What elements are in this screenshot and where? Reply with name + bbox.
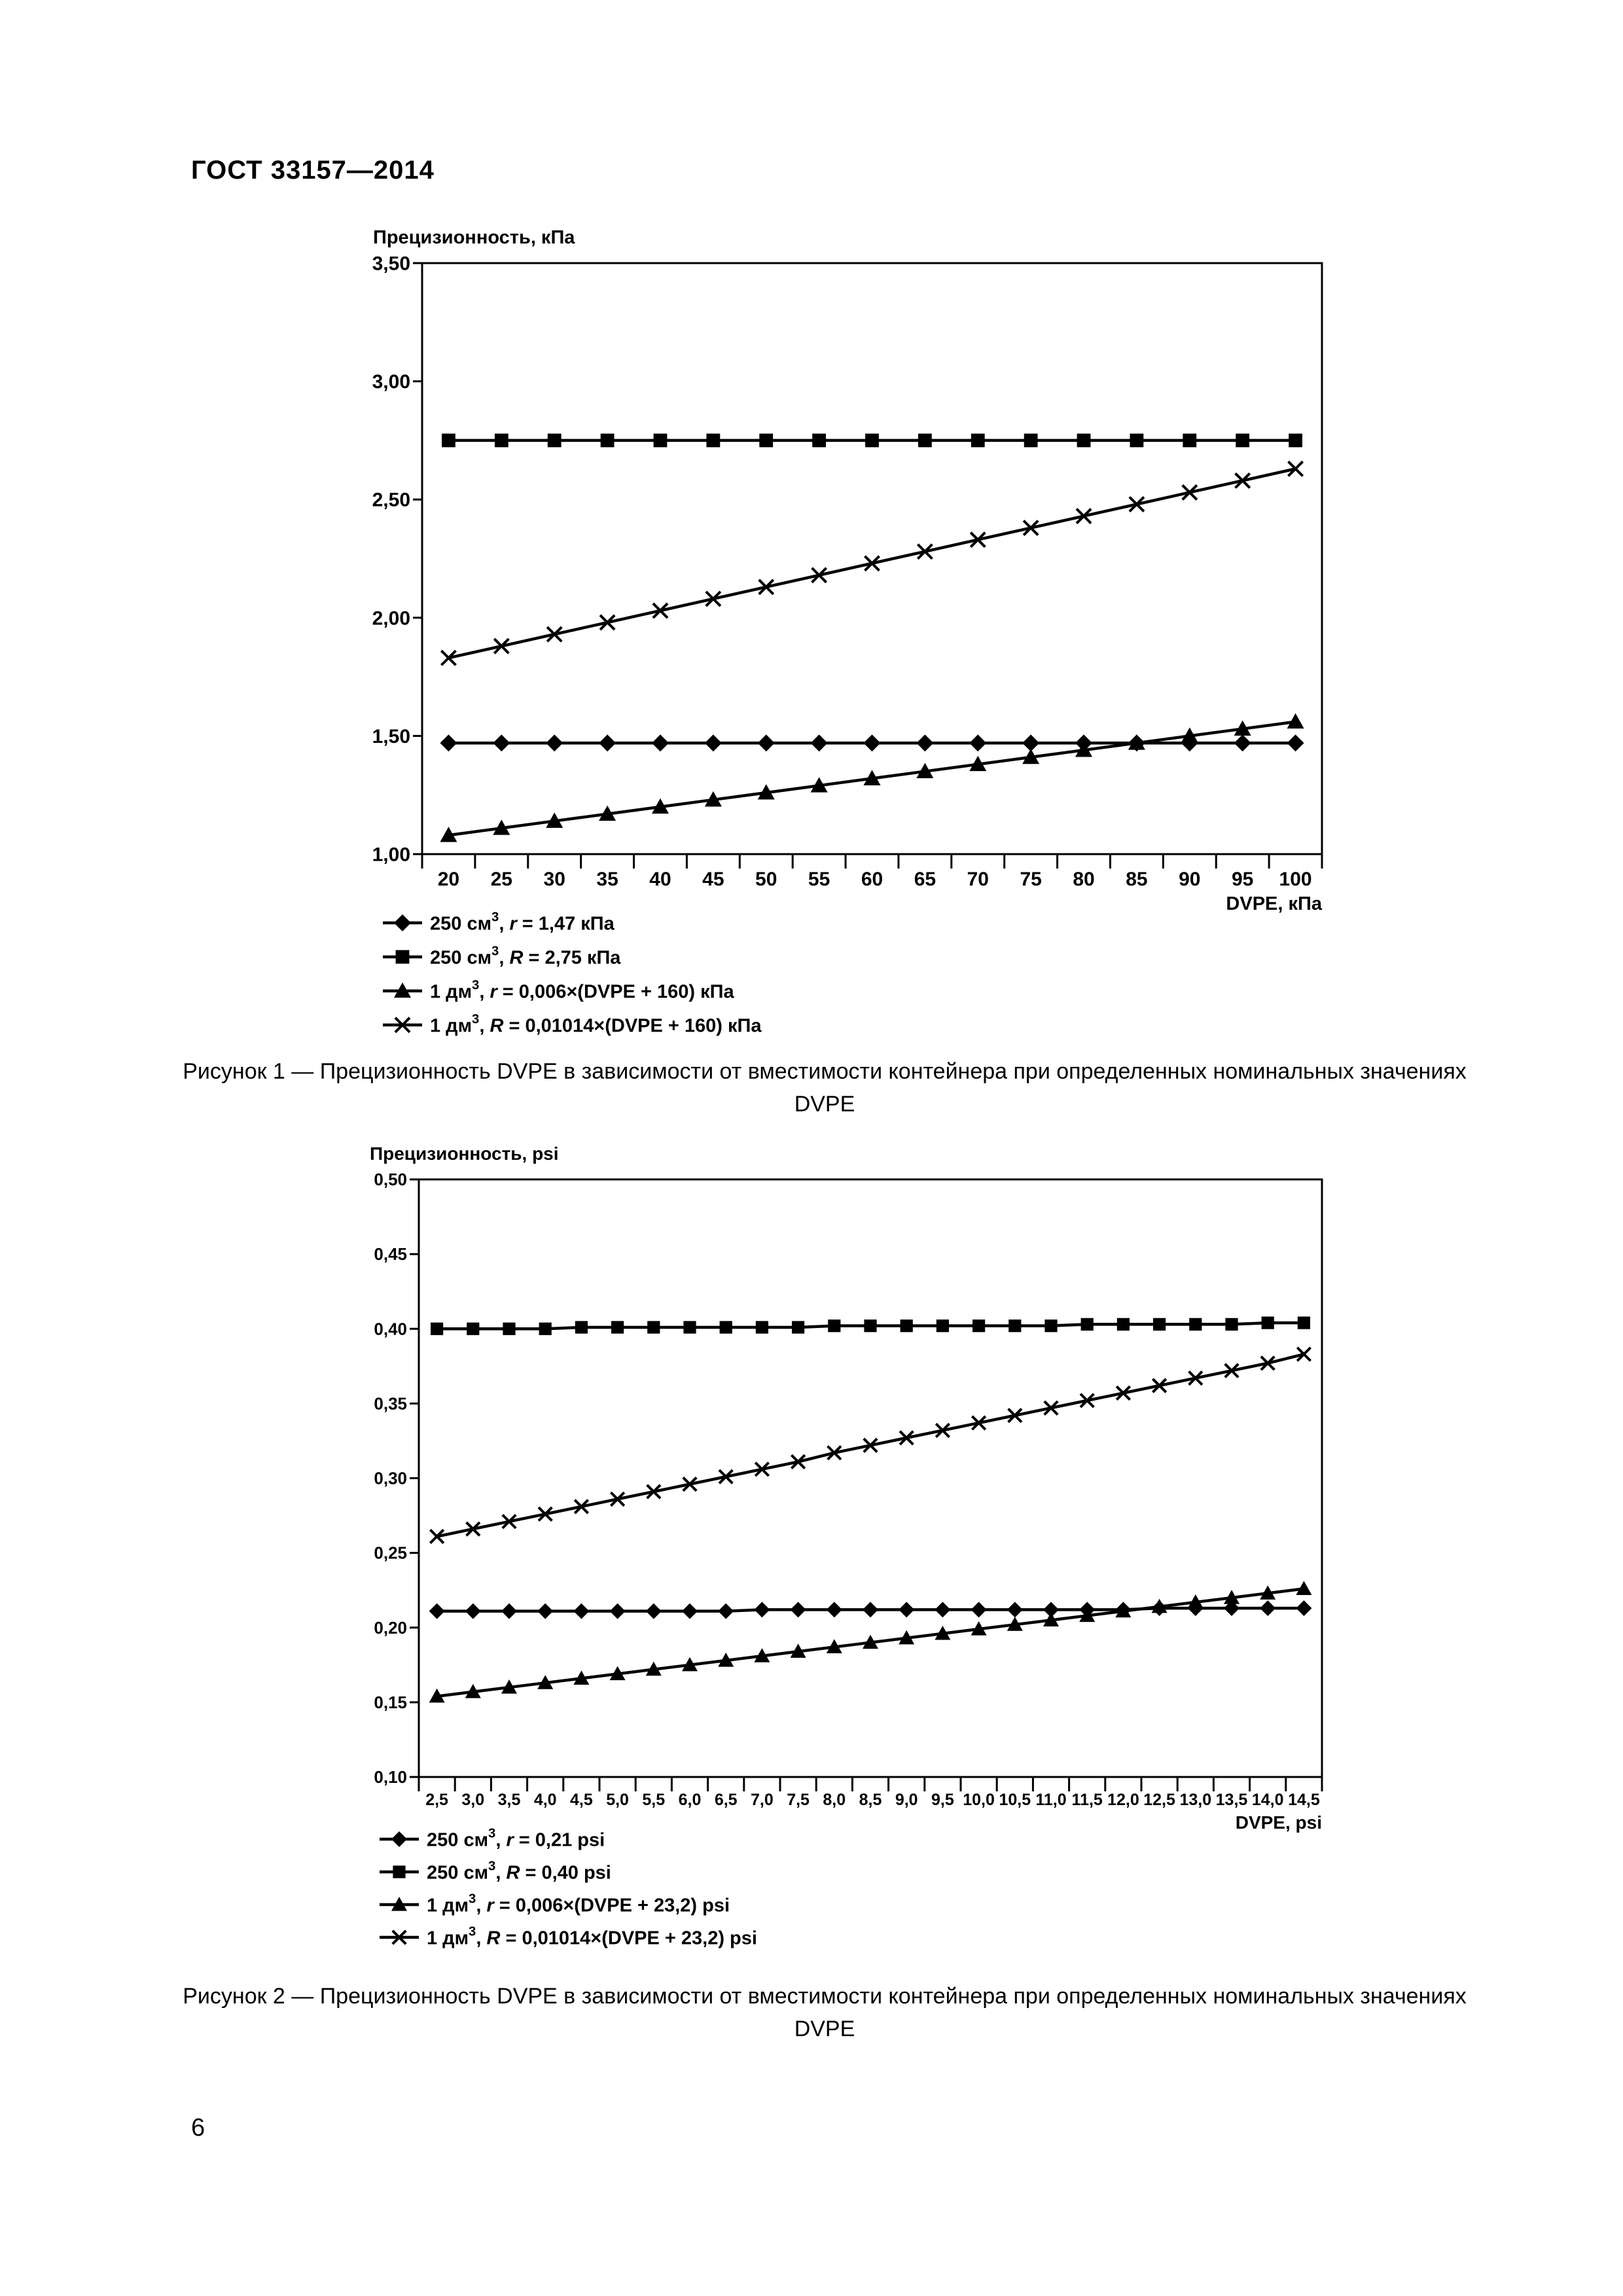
fig1-series-1-point (1234, 734, 1251, 751)
fig1-y-tick-label: 1,50 (372, 725, 410, 747)
fig1-x-tick-label: 80 (1073, 869, 1095, 890)
fig2-x-tick-label: 3,5 (497, 1791, 521, 1809)
fig2-series-2-point (901, 1319, 913, 1332)
fig2-series-2-point (828, 1319, 840, 1332)
fig1-series-2-point (706, 434, 720, 448)
fig1-legend-label-2: 250 $см^3$, R = 2,75 кПа (430, 944, 621, 969)
fig1-y-tick-label: 3,50 (372, 253, 410, 275)
page-number: 6 (191, 2114, 205, 2142)
fig2-series-2-point (936, 1319, 949, 1332)
fig2-series-2-point (1225, 1318, 1238, 1331)
fig2-legend-marker (391, 1831, 407, 1847)
fig1-y-tick-label: 2,00 (372, 607, 410, 630)
fig2-x-tick-label: 13,0 (1179, 1791, 1212, 1809)
fig2-series-2-point (972, 1319, 985, 1332)
fig1-x-tick-label: 95 (1231, 869, 1254, 890)
fig2-x-tick-label: 11,0 (1035, 1791, 1067, 1809)
fig2-series-1-point (610, 1604, 626, 1619)
fig2-x-tick-label: 7,0 (751, 1791, 774, 1809)
fig1-x-tick-label: 30 (543, 869, 565, 890)
fig1-series-2-point (759, 434, 773, 448)
fig1-legend-item-1 (383, 910, 615, 934)
fig2-y-tick-label: 0,30 (374, 1468, 407, 1488)
fig2-series-1-point (899, 1602, 914, 1617)
fig1-series-1-point (652, 734, 669, 751)
fig1-series-2-point (654, 434, 668, 448)
figure-2-caption: Рисунок 2 — Прецизионность DVPE в зависимости от вместимости контейнера при определенных номинальных значениях DVPE (183, 1984, 1467, 2041)
fig1-x-tick-label: 45 (702, 869, 724, 890)
fig1-x-tick-label: 90 (1179, 869, 1201, 890)
fig2-x-tick-label: 11,5 (1071, 1791, 1103, 1809)
fig1-series-2-point (601, 434, 615, 448)
fig2-x-tick-label: 14,0 (1251, 1791, 1284, 1809)
fig1-y-tick-label: 3,00 (372, 371, 410, 393)
figure-1-chart (0, 0, 1623, 1060)
fig2-x-axis-label: DVPE, psi (1235, 1812, 1322, 1833)
fig2-legend-item-4 (380, 1924, 757, 1948)
fig2-series-2-point (1008, 1319, 1021, 1332)
fig1-y-tick-label: 1,00 (372, 844, 410, 866)
fig2-x-tick-label: 14,5 (1288, 1791, 1320, 1809)
fig2-series-2-point (503, 1323, 515, 1335)
fig1-x-tick-label: 25 (490, 869, 513, 890)
fig1-series-2-point (1130, 434, 1144, 448)
fig1-series-2 (442, 434, 1302, 448)
fig2-legend-item-3 (380, 1892, 730, 1916)
fig1-legend-label-4: 1 $дм^3$, R = 0,01014×(DVPE + 160) кПа (430, 1012, 762, 1037)
fig2-series-2-point (575, 1321, 588, 1333)
fig1-series-4 (441, 461, 1302, 665)
fig2-y-tick-label: 0,25 (374, 1543, 407, 1563)
fig2-x-tick-label: 10,0 (963, 1791, 995, 1809)
fig1-x-tick-label: 100 (1279, 869, 1312, 890)
fig1-x-tick-label: 65 (914, 869, 936, 890)
fig1-y-axis-label: Прецизионность, кПа (373, 227, 575, 248)
fig2-x-tick-label: 4,0 (533, 1791, 557, 1809)
fig1-legend-marker (394, 914, 411, 931)
fig1-plot-frame (422, 263, 1322, 854)
fig2-x-tick-label: 10,5 (999, 1791, 1031, 1809)
fig1-series-2-point (442, 434, 455, 448)
fig2-series-2-point (647, 1321, 660, 1333)
fig2-series-2-point (1189, 1318, 1202, 1331)
fig2-series-1-point (863, 1602, 878, 1617)
fig2-series-2-point (1117, 1318, 1130, 1331)
fig2-series-1-point (754, 1602, 770, 1617)
fig1-series-1-point (969, 734, 986, 751)
fig2-series-2-point (864, 1319, 876, 1332)
fig2-series-2-point (611, 1321, 624, 1333)
fig1-series-1-point (1287, 734, 1304, 751)
fig2-legend-label-2: 250 $см^3$, R = 0,40 psi (427, 1859, 611, 1884)
fig1-series-2-point (865, 434, 879, 448)
fig2-x-tick-label: 3,0 (461, 1791, 485, 1809)
fig2-series-2-point (467, 1323, 479, 1335)
fig2-x-tick-label: 8,5 (859, 1791, 882, 1809)
fig2-x-tick-label: 2,5 (425, 1791, 448, 1809)
fig2-x-tick-label: 7,5 (787, 1791, 810, 1809)
document-header: ГОСТ 33157—2014 (191, 156, 435, 185)
fig1-legend-item-3 (383, 978, 734, 1002)
fig2-legend-label-3: 1 $дм^3$, r = 0,006×(DVPE + 23,2) psi (427, 1892, 730, 1916)
fig2-y-tick-label: 0,15 (374, 1692, 407, 1712)
fig1-x-axis-label: DVPE, кПа (1226, 893, 1322, 914)
fig1-series-2-point (971, 434, 985, 448)
fig2-x-tick-label: 5,5 (642, 1791, 666, 1809)
fig2-x-tick-label: 8,0 (823, 1791, 846, 1809)
fig2-series-4 (430, 1348, 1310, 1543)
fig2-y-tick-label: 0,20 (374, 1617, 407, 1638)
fig2-series-2-point (1153, 1318, 1166, 1331)
fig2-y-tick-label: 0,45 (374, 1244, 407, 1265)
fig1-series-1-point (493, 734, 510, 751)
fig2-legend-item-2 (380, 1859, 611, 1883)
fig2-legend-marker (393, 1865, 405, 1878)
fig2-series-2-point (792, 1321, 804, 1333)
fig1-legend-item-2 (383, 944, 621, 968)
fig1-series-1-point (916, 734, 933, 751)
fig1-series-2-point (1289, 434, 1302, 448)
fig2-legend-label-4: 1 $дм^3$, R = 0,01014×(DVPE + 23,2) psi (427, 1924, 757, 1949)
fig1-series-2-point (548, 434, 562, 448)
fig1-series-2-point (495, 434, 508, 448)
fig2-series-2-point (1044, 1319, 1057, 1332)
fig1-series-1-point (546, 734, 563, 751)
fig2-x-tick-label: 4,5 (570, 1791, 593, 1809)
fig2-series-1-point (1007, 1602, 1023, 1617)
figure-1-caption: Рисунок 1 — Прецизионность DVPE в зависимости от вместимости контейнера при определенных номинальных значениях DVPE (183, 1059, 1467, 1117)
fig2-series-2-point (1298, 1317, 1310, 1329)
fig1-series-1-point (599, 734, 616, 751)
fig1-x-tick-label: 55 (808, 869, 830, 890)
fig2-series-1-point (1260, 1600, 1275, 1616)
fig2-series-2-point (539, 1323, 552, 1335)
fig2-series-1-point (682, 1604, 698, 1619)
fig2-series-2-point (720, 1321, 732, 1333)
fig2-series-1-point (429, 1604, 445, 1619)
fig2-x-tick-label: 13,5 (1215, 1791, 1248, 1809)
fig2-x-tick-label: 6,5 (714, 1791, 738, 1809)
fig2-series-1-point (971, 1602, 987, 1617)
fig1-series-2-point (1183, 434, 1196, 448)
fig1-x-tick-label: 20 (437, 869, 460, 890)
fig2-series-1-point (827, 1602, 842, 1617)
fig2-series-1-point (791, 1602, 806, 1617)
fig1-x-tick-label: 50 (755, 869, 777, 890)
fig2-y-tick-label: 0,10 (374, 1767, 407, 1787)
fig2-series-2-point (756, 1321, 768, 1333)
fig2-series-1-point (1296, 1600, 1311, 1616)
fig1-series-2-point (1077, 434, 1091, 448)
figure-2-chart (0, 1126, 1623, 1977)
fig2-x-tick-label: 5,0 (606, 1791, 629, 1809)
fig1-legend-label-1: 250 $см^3$, r = 1,47 кПа (430, 910, 615, 935)
fig1-x-tick-label: 60 (861, 869, 883, 890)
fig2-series-3 (429, 1581, 1312, 1702)
fig1-legend-item-4 (383, 1012, 762, 1036)
fig1-series-2-point (812, 434, 826, 448)
fig1-series-1-point (758, 734, 775, 751)
fig1-x-tick-label: 75 (1020, 869, 1042, 890)
fig2-series-2 (431, 1317, 1310, 1335)
fig2-y-tick-label: 0,35 (374, 1393, 407, 1414)
fig1-x-tick-label: 40 (649, 869, 671, 890)
fig2-series-1-point (718, 1604, 734, 1619)
fig1-x-tick-label: 85 (1126, 869, 1148, 890)
fig2-series-1-point (935, 1602, 950, 1617)
fig2-series-2-point (1081, 1318, 1094, 1331)
fig1-y-tick-label: 2,50 (372, 489, 410, 511)
fig1-series-2-point (1236, 434, 1249, 448)
fig2-x-tick-label: 9,0 (895, 1791, 918, 1809)
fig2-legend-label-1: 250 $см^3$, r = 0,21 psi (427, 1826, 605, 1851)
fig1-legend-marker (396, 950, 410, 964)
fig2-series-1-point (465, 1604, 481, 1619)
fig2-legend-item-1 (380, 1826, 605, 1850)
fig2-series-1-point (646, 1604, 662, 1619)
fig1-series-1-point (811, 734, 828, 751)
fig1-x-tick-label: 70 (967, 869, 989, 890)
fig2-series-2-point (683, 1321, 696, 1333)
fig2-series-1-point (537, 1604, 553, 1619)
fig2-series-1-point (573, 1604, 589, 1619)
fig2-x-tick-label: 12,0 (1107, 1791, 1139, 1809)
fig2-x-tick-label: 6,0 (678, 1791, 702, 1809)
fig2-series-2-point (1262, 1317, 1274, 1329)
fig1-series-1-point (705, 734, 722, 751)
fig1-legend-label-3: 1 $дм^3$, r = 0,006×(DVPE + 160) кПа (430, 978, 734, 1003)
fig1-series-2-point (1024, 434, 1038, 448)
fig1-series-3-point (1287, 713, 1304, 728)
fig2-series-2-point (431, 1323, 443, 1335)
fig2-x-tick-label: 12,5 (1143, 1791, 1175, 1809)
fig1-series-3 (440, 713, 1304, 842)
fig2-series-1-point (501, 1604, 517, 1619)
fig2-y-tick-label: 0,40 (374, 1319, 407, 1339)
fig1-series-1-point (440, 734, 457, 751)
fig1-x-tick-label: 35 (596, 869, 618, 890)
fig2-x-tick-label: 9,5 (931, 1791, 954, 1809)
fig1-series-2-point (918, 434, 932, 448)
fig1-series-1-point (864, 734, 881, 751)
fig2-y-tick-label: 0,50 (374, 1170, 407, 1190)
fig2-plot-frame (419, 1179, 1322, 1777)
fig2-y-axis-label: Прецизионность, psi (370, 1143, 559, 1164)
